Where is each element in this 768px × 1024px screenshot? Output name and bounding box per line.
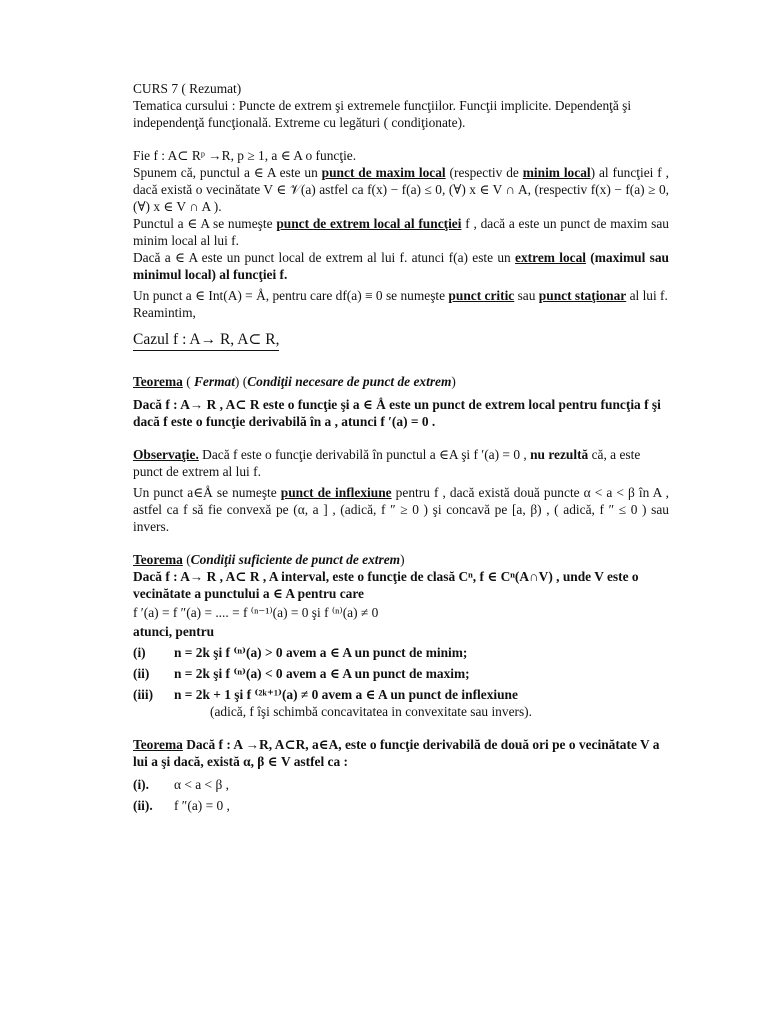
- fermat-statement: Dacă f : A→ R , A⊂ R este o funcţie şi a ∈ Å este un punct de extrem local pentru funcţia f şi dacă f este o funcţie derivabilă în a , atunci f ′(a) = 0 .: [133, 397, 661, 429]
- derivatives-formula: f ′(a) = f ″(a) = .... = f ⁽ⁿ⁻¹⁾(a) = 0 şi f ⁽ⁿ⁾(a) ≠ 0: [133, 605, 379, 620]
- extrem-local-definition: Dacă a ∈ A este un punct local de extrem al lui f. atunci f(a) este un extrem local (maximul sau minimul local) al funcţiei f.: [133, 250, 669, 282]
- case-heading: Cazul f : A→ R, A⊂ R,: [133, 331, 279, 351]
- local-max-definition: Spunem că, punctul a ∈ A este un punct de maxim local (respectiv de minim local) al funcţiei f , dacă există o vecinătate V ∈ 𝒱(a) astfel ca f(x) − f(a) ≤ 0, (∀) x ∈ V ∩ A, (respectiv f(x) − f(a) ≥ 0, (∀) x ∈ V ∩ A ).: [133, 165, 669, 214]
- theorem3-item-i: (i). α < a < β ,: [133, 777, 229, 792]
- sufficient-heading: Teorema (Condiţii suficiente de punct de extrem): [133, 552, 405, 567]
- term-punct-stationar: punct staţionar: [538, 288, 627, 303]
- condition-item-iii: (iii) n = 2k + 1 şi f ⁽²ᵏ⁺¹⁾(a) ≠ 0 avem a ∈ A un punct de inflexiune: [133, 687, 518, 702]
- document-page: [133, 80, 669, 814]
- term-extrem-local: extrem local: [515, 250, 587, 265]
- term-minim-local: minim local: [522, 165, 591, 180]
- fermat-heading: Teorema ( Fermat) (Condiţii necesare de punct de extrem): [133, 374, 456, 389]
- theorem3-item-ii: (ii). f ″(a) = 0 ,: [133, 798, 230, 813]
- condition-item-i: (i) n = 2k şi f ⁽ⁿ⁾(a) > 0 avem a ∈ A un punct de minim;: [133, 645, 468, 660]
- extrem-point-definition: Punctul a ∈ A se numeşte punct de extrem local al funcţiei f , dacă a este un punct de maxim sau minim local al lui f.: [133, 216, 669, 248]
- observation-paragraph: Observaţie. Dacă f este o funcţie derivabilă în punctul a ∈A şi f ′(a) = 0 , nu rezultă că, a este punct de extrem al lui f.: [133, 447, 641, 479]
- course-title: CURS 7 ( Rezumat): [133, 81, 242, 96]
- inflection-note: (adică, f îşi schimbă concavitatea in convexitate sau invers).: [210, 704, 532, 719]
- observation-heading: Observaţie.: [133, 447, 199, 462]
- theorem3-paragraph: Teorema Dacă f : A →R, A⊂R, a∈A, este o funcţie derivabilă de două ori pe o vecinătate V a lui a şi dacă, există α, β ∈ V astfel ca :: [133, 737, 660, 769]
- inflection-definition: Un punct a∈Å se numeşte punct de inflexiune pentru f , dacă există două puncte α < a < β în A , astfel ca f să fie convexă pe (α, a ] , (adică, f ″ ≥ 0 ) şi concavă pe [a, β) , ( adică, f ″ ≤ 0 ) sau invers.: [133, 485, 669, 534]
- function-definition: Fie f : A⊂ Rᵖ →R, p ≥ 1, a ∈ A o funcţie.: [133, 148, 357, 163]
- course-topics: Tematica cursului : Puncte de extrem şi extremele funcţiilor. Funcţii implicite. Dependenţă şi independenţă funcţională. Extreme cu legături ( condiţionate).: [133, 98, 632, 130]
- atunci-pentru: atunci, pentru: [133, 624, 215, 639]
- condition-item-ii: (ii) n = 2k şi f ⁽ⁿ⁾(a) < 0 avem a ∈ A un punct de maxim;: [133, 666, 470, 681]
- sufficient-statement: Dacă f : A→ R , A⊂ R , A interval, este o funcţie de clasă Cⁿ, f ∈ Cⁿ(A∩V) , unde V este o vecinătate a punctului a ∈ A pentru care: [133, 569, 639, 601]
- critical-point-definition: Un punct a ∈ Int(A) = Å, pentru care df(a) ≡ 0 se numeşte punct critic sau punct staţionar al lui f.: [133, 288, 668, 303]
- term-punct-inflexiune: punct de inflexiune: [280, 485, 392, 500]
- term-punct-maxim-local: punct de maxim local: [321, 165, 446, 180]
- reamintim-text: Reamintim,: [133, 305, 196, 320]
- term-punct-extrem-local: punct de extrem local al funcţiei: [276, 216, 462, 231]
- term-punct-critic: punct critic: [448, 288, 515, 303]
